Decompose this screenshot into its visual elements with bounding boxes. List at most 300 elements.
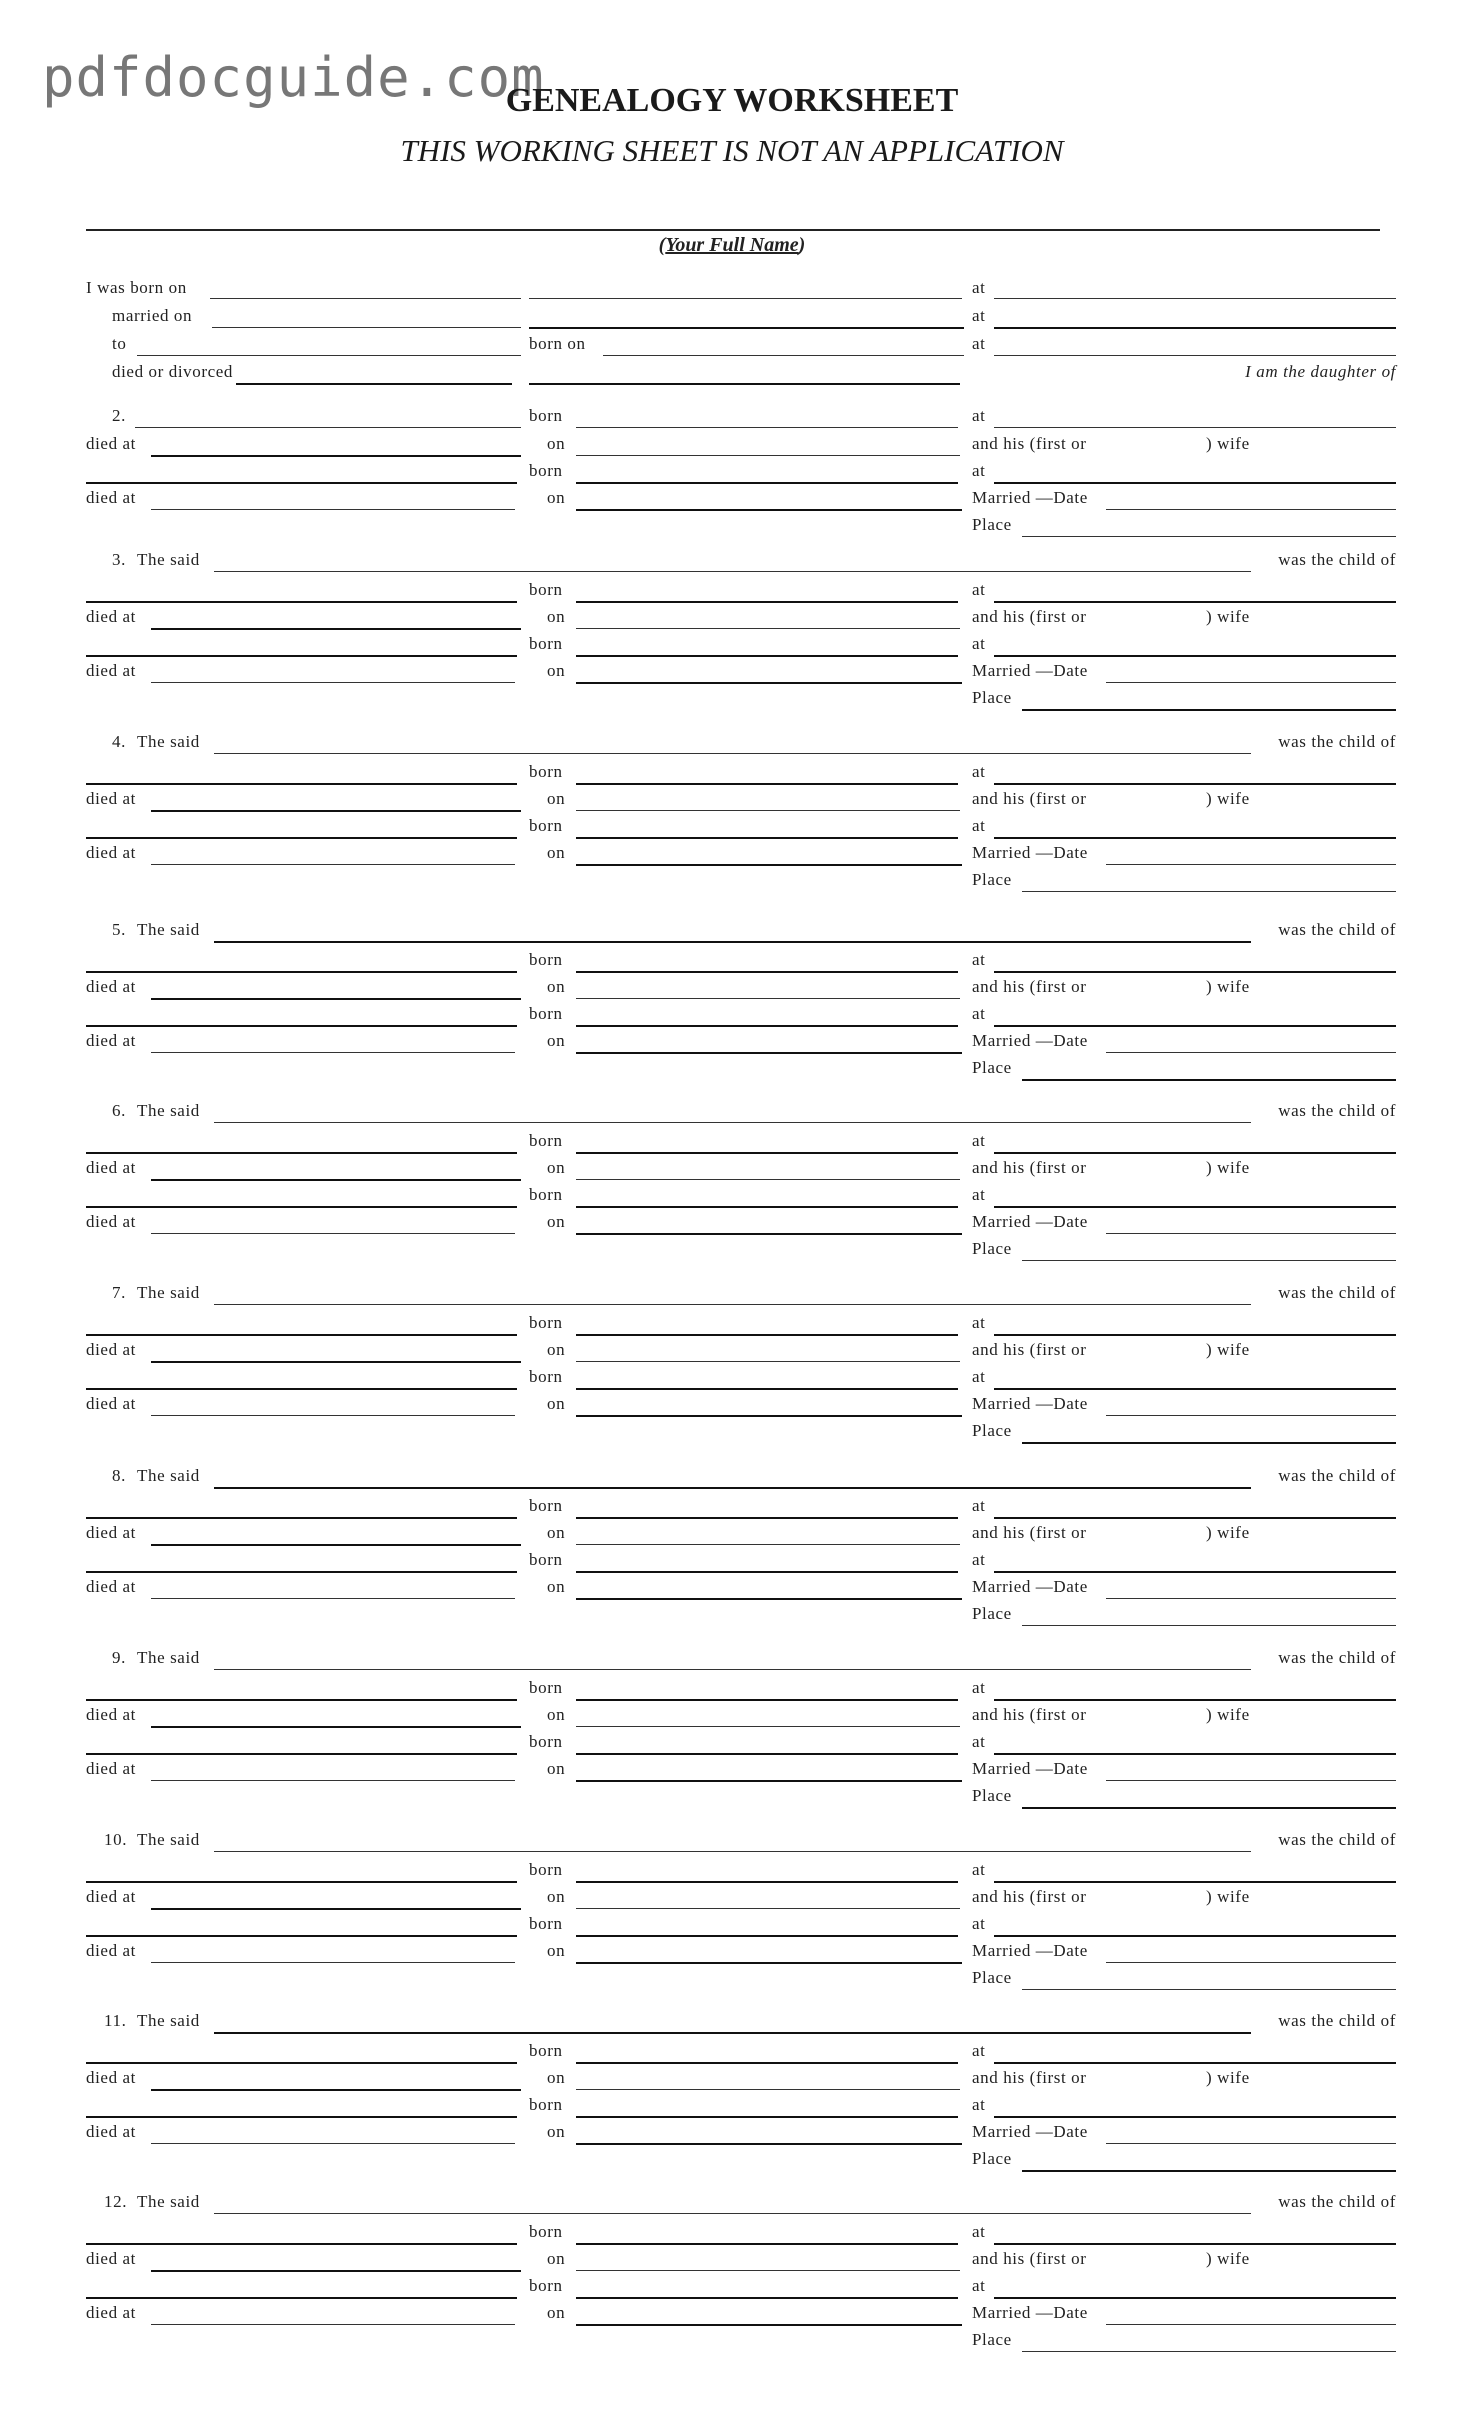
entry-10-born-field[interactable]	[576, 1881, 958, 1883]
entry-3-married-date-label: Married —Date	[972, 661, 1088, 680]
entry-3-wife-died-on-label: on	[547, 661, 566, 680]
entry-9-born-at-label: at	[972, 1678, 986, 1697]
entry-9-place-field[interactable]	[1022, 1807, 1396, 1809]
entry-3-wife-died-at-label: died at	[86, 661, 136, 680]
entry-7-child-of-label: was the child of	[1278, 1283, 1396, 1302]
entry-11-wife-died-at-field[interactable]	[151, 2143, 515, 2144]
entry-4-died-at-label: died at	[86, 789, 136, 808]
entry-8-died-on-label: on	[547, 1523, 566, 1542]
entry-8-place-label: Place	[972, 1604, 1012, 1623]
entry-9-wife-died-on-label: on	[547, 1759, 566, 1778]
entry-12-died-on-label: on	[547, 2249, 566, 2268]
spouse-born-on-label: born on	[529, 334, 586, 353]
died-or-divorced-extra-field[interactable]	[529, 383, 960, 385]
entry-8-said-label: The said	[137, 1466, 200, 1485]
entry-10-his-wife-label: and his (first or	[972, 1887, 1087, 1906]
entry-12-number: 12.	[104, 2192, 128, 2211]
entry-8-place-field[interactable]	[1022, 1625, 1396, 1626]
entry-12-died-at-field[interactable]	[151, 2270, 521, 2272]
entry-4-wife-born-field[interactable]	[576, 837, 958, 839]
entry-10-born-at-label: at	[972, 1860, 986, 1879]
entry-5-married-date-label: Married —Date	[972, 1031, 1088, 1050]
entry-12-wife-born-field[interactable]	[576, 2297, 958, 2299]
entry-2-wife-died-at-label: died at	[86, 488, 136, 507]
entry-5-died-at-field[interactable]	[151, 998, 521, 1000]
entry-3-died-on-field[interactable]	[576, 628, 960, 629]
entry-3-name-field[interactable]	[214, 571, 1251, 572]
entry-3-died-at-label: died at	[86, 607, 136, 626]
entry-6-married-date-field[interactable]	[1106, 1233, 1396, 1234]
entry-10-said-label: The said	[137, 1830, 200, 1849]
entry-10-place-field[interactable]	[1022, 1989, 1396, 1990]
died-or-divorced-field[interactable]	[236, 383, 512, 385]
entry-6-wife-born-label: born	[529, 1185, 563, 1204]
entry-11-parent-field[interactable]	[86, 2062, 517, 2064]
entry-8-died-at-field[interactable]	[151, 1544, 521, 1546]
entry-4-born-at-field[interactable]	[994, 783, 1396, 785]
entry-11-wife-label: ) wife	[1206, 2068, 1250, 2087]
entry-5-wife-born-at-field[interactable]	[994, 1025, 1396, 1027]
entry-4-wife-died-at-label: died at	[86, 843, 136, 862]
entry-10-wife-died-on-field[interactable]	[576, 1962, 962, 1964]
entry-11-born-at-field[interactable]	[994, 2062, 1396, 2064]
entry-5-place-label: Place	[972, 1058, 1012, 1077]
entry-12-married-date-label: Married —Date	[972, 2303, 1088, 2322]
entry-4-born-at-label: at	[972, 762, 986, 781]
entry-2-born-at-label: at	[972, 406, 986, 425]
entry-11-said-label: The said	[137, 2011, 200, 2030]
entry-11-wife-born-label: born	[529, 2095, 563, 2114]
entry-12-died-at-label: died at	[86, 2249, 136, 2268]
married-at-field[interactable]	[994, 327, 1396, 329]
entry-4-born-field[interactable]	[576, 783, 958, 785]
entry-3-his-wife-label: and his (first or	[972, 607, 1087, 626]
entry-7-wife-born-at-label: at	[972, 1367, 986, 1386]
entry-6-died-at-label: died at	[86, 1158, 136, 1177]
entry-4-died-on-field[interactable]	[576, 810, 960, 811]
entry-10-wife-born-at-field[interactable]	[994, 1935, 1396, 1937]
entry-6-born-label: born	[529, 1131, 563, 1150]
entry-4-parent-field[interactable]	[86, 783, 517, 785]
entry-11-married-date-field[interactable]	[1106, 2143, 1396, 2144]
entry-7-born-at-field[interactable]	[994, 1334, 1396, 1336]
entry-3-place-field[interactable]	[1022, 709, 1396, 711]
entry-8-number: 8.	[112, 1466, 126, 1485]
entry-2-his-wife-label: and his (first or	[972, 434, 1087, 453]
entry-9-said-label: The said	[137, 1648, 200, 1667]
entry-12-wife-died-on-field[interactable]	[576, 2324, 962, 2326]
entry-5-wife-died-at-label: died at	[86, 1031, 136, 1050]
entry-6-died-on-field[interactable]	[576, 1179, 960, 1180]
entry-5-died-at-label: died at	[86, 977, 136, 996]
entry-8-child-of-label: was the child of	[1278, 1466, 1396, 1485]
entry-4-wife-born-at-field[interactable]	[994, 837, 1396, 839]
entry-8-born-field[interactable]	[576, 1517, 958, 1519]
entry-10-child-of-label: was the child of	[1278, 1830, 1396, 1849]
entry-6-wife-born-at-field[interactable]	[994, 1206, 1396, 1208]
entry-8-wife-died-at-field[interactable]	[151, 1598, 515, 1599]
entry-9-wife-died-at-label: died at	[86, 1759, 136, 1778]
entry-12-born-at-label: at	[972, 2222, 986, 2241]
entry-12-his-wife-label: and his (first or	[972, 2249, 1087, 2268]
entry-10-married-date-field[interactable]	[1106, 1962, 1396, 1963]
entry-5-wife-born-label: born	[529, 1004, 563, 1023]
entry-12-born-field[interactable]	[576, 2243, 958, 2245]
entry-6-wife-born-field[interactable]	[576, 1206, 958, 1208]
entry-7-wife-died-on-label: on	[547, 1394, 566, 1413]
entry-8-wife-died-at-label: died at	[86, 1577, 136, 1596]
entry-2-number: 2.	[112, 406, 126, 425]
entry-5-wife-died-at-field[interactable]	[151, 1052, 515, 1053]
entry-3-born-field[interactable]	[576, 601, 958, 603]
entry-7-name-field[interactable]	[214, 1304, 1251, 1305]
entry-3-born-label: born	[529, 580, 563, 599]
entry-2-wife-born-at-label: at	[972, 461, 986, 480]
entry-10-wife-died-at-field[interactable]	[151, 1962, 515, 1963]
entry-8-died-at-label: died at	[86, 1523, 136, 1542]
entry-3-wife-label: ) wife	[1206, 607, 1250, 626]
entry-2-wife-born-label: born	[529, 461, 563, 480]
entry-5-wife-died-on-label: on	[547, 1031, 566, 1050]
born-at-label: at	[972, 278, 986, 297]
entry-7-said-label: The said	[137, 1283, 200, 1302]
entry-12-wife-born-at-field[interactable]	[994, 2297, 1396, 2299]
entry-4-said-label: The said	[137, 732, 200, 751]
entry-3-wife-born-at-field[interactable]	[994, 655, 1396, 657]
daughter-of-label: I am the daughter of	[1245, 362, 1396, 381]
entry-7-died-at-field[interactable]	[151, 1361, 521, 1363]
entry-11-place-field[interactable]	[1022, 2170, 1396, 2172]
entry-2-died-on-field[interactable]	[576, 455, 960, 456]
entry-9-born-at-field[interactable]	[994, 1699, 1396, 1701]
entry-4-married-date-field[interactable]	[1106, 864, 1396, 865]
entry-3-died-at-field[interactable]	[151, 628, 521, 630]
entry-8-parent-field[interactable]	[86, 1517, 517, 1519]
entry-6-wife-died-on-label: on	[547, 1212, 566, 1231]
entry-9-place-label: Place	[972, 1786, 1012, 1805]
entry-8-married-date-label: Married —Date	[972, 1577, 1088, 1596]
entry-8-born-label: born	[529, 1496, 563, 1515]
entry-11-wife-died-on-field[interactable]	[576, 2143, 962, 2145]
entry-10-wife-born-at-label: at	[972, 1914, 986, 1933]
entry-4-wife-name-field[interactable]	[86, 837, 517, 839]
entry-5-name-field[interactable]	[214, 941, 1251, 943]
entry-9-died-on-field[interactable]	[576, 1726, 960, 1727]
entry-11-number: 11.	[104, 2011, 127, 2030]
entry-7-wife-died-on-field[interactable]	[576, 1415, 962, 1417]
entry-3-born-at-label: at	[972, 580, 986, 599]
entry-2-born-at-field[interactable]	[994, 427, 1396, 428]
entry-12-place-field[interactable]	[1022, 2351, 1396, 2352]
entry-12-wife-died-on-label: on	[547, 2303, 566, 2322]
entry-8-wife-name-field[interactable]	[86, 1571, 517, 1573]
entry-6-child-of-label: was the child of	[1278, 1101, 1396, 1120]
entry-11-born-field[interactable]	[576, 2062, 958, 2064]
entry-8-name-field[interactable]	[214, 1487, 1251, 1489]
entry-6-wife-name-field[interactable]	[86, 1206, 517, 1208]
entry-12-born-at-field[interactable]	[994, 2243, 1396, 2245]
entry-6-died-on-label: on	[547, 1158, 566, 1177]
entry-7-died-on-label: on	[547, 1340, 566, 1359]
entry-6-number: 6.	[112, 1101, 126, 1120]
entry-3-number: 3.	[112, 550, 126, 569]
entry-10-parent-field[interactable]	[86, 1881, 517, 1883]
entry-12-born-label: born	[529, 2222, 563, 2241]
entry-2-wife-born-field[interactable]	[576, 482, 958, 484]
spouse-born-at-field[interactable]	[994, 355, 1396, 356]
entry-12-name-field[interactable]	[214, 2213, 1251, 2214]
entry-5-his-wife-label: and his (first or	[972, 977, 1087, 996]
entry-7-died-on-field[interactable]	[576, 1361, 960, 1362]
entry-5-number: 5.	[112, 920, 126, 939]
entry-4-his-wife-label: and his (first or	[972, 789, 1087, 808]
entry-8-wife-died-on-field[interactable]	[576, 1598, 962, 1600]
entry-7-wife-died-at-field[interactable]	[151, 1415, 515, 1416]
entry-10-wife-label: ) wife	[1206, 1887, 1250, 1906]
entry-3-wife-died-on-field[interactable]	[576, 682, 962, 684]
entry-9-married-date-label: Married —Date	[972, 1759, 1088, 1778]
entry-8-his-wife-label: and his (first or	[972, 1523, 1087, 1542]
entry-5-wife-born-field[interactable]	[576, 1025, 958, 1027]
entry-9-died-on-label: on	[547, 1705, 566, 1724]
entry-12-place-label: Place	[972, 2330, 1012, 2349]
entry-5-place-field[interactable]	[1022, 1079, 1396, 1081]
entry-6-wife-label: ) wife	[1206, 1158, 1250, 1177]
entry-6-name-field[interactable]	[214, 1122, 1251, 1123]
entry-4-wife-born-at-label: at	[972, 816, 986, 835]
entry-2-wife-born-at-field[interactable]	[994, 482, 1396, 484]
entry-4-died-on-label: on	[547, 789, 566, 808]
born-on-label: I was born on	[86, 278, 187, 297]
entry-11-wife-died-on-label: on	[547, 2122, 566, 2141]
entry-7-his-wife-label: and his (first or	[972, 1340, 1087, 1359]
entry-3-wife-died-at-field[interactable]	[151, 682, 515, 683]
entry-4-wife-label: ) wife	[1206, 789, 1250, 808]
entry-2-born-field[interactable]	[576, 427, 958, 428]
entry-3-parent-field[interactable]	[86, 601, 517, 603]
entry-11-wife-born-field[interactable]	[576, 2116, 958, 2118]
died-or-divorced-label: died or divorced	[112, 362, 234, 381]
entry-2-wife-label: ) wife	[1206, 434, 1250, 453]
entry-12-wife-name-field[interactable]	[86, 2297, 517, 2299]
entry-11-wife-born-at-field[interactable]	[994, 2116, 1396, 2118]
entry-11-child-of-label: was the child of	[1278, 2011, 1396, 2030]
entry-11-born-at-label: at	[972, 2041, 986, 2060]
married-on-field[interactable]	[212, 327, 521, 328]
entry-4-number: 4.	[112, 732, 126, 751]
page-title: GENEALOGY WORKSHEET	[505, 82, 959, 119]
entry-6-wife-died-at-label: died at	[86, 1212, 136, 1231]
entry-9-died-at-field[interactable]	[151, 1726, 521, 1728]
entry-8-wife-born-at-label: at	[972, 1550, 986, 1569]
entry-2-died-on-label: on	[547, 434, 566, 453]
entry-6-place-field[interactable]	[1022, 1260, 1396, 1261]
entry-11-wife-name-field[interactable]	[86, 2116, 517, 2118]
entry-8-wife-born-field[interactable]	[576, 1571, 958, 1573]
entry-4-wife-died-at-field[interactable]	[151, 864, 515, 865]
born-at-field[interactable]	[994, 298, 1396, 299]
entry-9-wife-name-field[interactable]	[86, 1753, 517, 1755]
entry-11-place-label: Place	[972, 2149, 1012, 2168]
entry-5-died-on-field[interactable]	[576, 998, 960, 999]
entry-11-name-field[interactable]	[214, 2032, 1251, 2034]
entry-9-born-field[interactable]	[576, 1699, 958, 1701]
entry-5-born-label: born	[529, 950, 563, 969]
entry-5-said-label: The said	[137, 920, 200, 939]
entry-10-wife-died-on-label: on	[547, 1941, 566, 1960]
entry-12-child-of-label: was the child of	[1278, 2192, 1396, 2211]
entry-7-born-field[interactable]	[576, 1334, 958, 1336]
entry-9-his-wife-label: and his (first or	[972, 1705, 1087, 1724]
entry-8-died-on-field[interactable]	[576, 1544, 960, 1545]
entry-6-wife-born-at-label: at	[972, 1185, 986, 1204]
entry-4-wife-died-on-label: on	[547, 843, 566, 862]
entry-7-wife-born-at-field[interactable]	[994, 1388, 1396, 1390]
entry-10-died-on-field[interactable]	[576, 1908, 960, 1909]
entry-10-married-date-label: Married —Date	[972, 1941, 1088, 1960]
entry-6-married-date-label: Married —Date	[972, 1212, 1088, 1231]
entry-9-name-field[interactable]	[214, 1669, 1251, 1670]
entry-4-died-at-field[interactable]	[151, 810, 521, 812]
entry-2-died-at-field[interactable]	[151, 455, 521, 457]
entry-3-married-date-field[interactable]	[1106, 682, 1396, 683]
entry-10-wife-born-field[interactable]	[576, 1935, 958, 1937]
entry-8-married-date-field[interactable]	[1106, 1598, 1396, 1599]
married-to-field[interactable]	[137, 355, 521, 356]
married-to-label: to	[112, 334, 127, 353]
entry-6-born-at-field[interactable]	[994, 1152, 1396, 1154]
entry-2-place-field[interactable]	[1022, 536, 1396, 537]
entry-6-place-label: Place	[972, 1239, 1012, 1258]
born-on-field[interactable]	[210, 298, 521, 299]
spouse-born-on-field[interactable]	[603, 355, 964, 356]
entry-3-wife-born-at-label: at	[972, 634, 986, 653]
entry-5-born-at-field[interactable]	[994, 971, 1396, 973]
entry-7-born-label: born	[529, 1313, 563, 1332]
entry-4-place-field[interactable]	[1022, 891, 1396, 892]
entry-7-married-date-field[interactable]	[1106, 1415, 1396, 1416]
entry-4-born-label: born	[529, 762, 563, 781]
entry-2-wife-died-at-field[interactable]	[151, 509, 515, 510]
entry-7-parent-field[interactable]	[86, 1334, 517, 1336]
entry-9-wife-born-at-label: at	[972, 1732, 986, 1751]
full-name-label: (Your Full Name)	[658, 234, 806, 256]
entry-3-wife-born-field[interactable]	[576, 655, 958, 657]
entry-3-born-at-field[interactable]	[994, 601, 1396, 603]
entry-3-child-of-label: was the child of	[1278, 550, 1396, 569]
entry-10-wife-born-label: born	[529, 1914, 563, 1933]
entry-7-number: 7.	[112, 1283, 126, 1302]
entry-12-wife-born-at-label: at	[972, 2276, 986, 2295]
entry-3-said-label: The said	[137, 550, 200, 569]
entry-4-wife-died-on-field[interactable]	[576, 864, 962, 866]
entry-3-wife-born-label: born	[529, 634, 563, 653]
entry-11-died-at-field[interactable]	[151, 2089, 521, 2091]
entry-4-child-of-label: was the child of	[1278, 732, 1396, 751]
entry-9-number: 9.	[112, 1648, 126, 1667]
entry-11-died-on-label: on	[547, 2068, 566, 2087]
entry-10-place-label: Place	[972, 1968, 1012, 1987]
entry-9-married-date-field[interactable]	[1106, 1780, 1396, 1781]
married-on-extra-field[interactable]	[529, 327, 964, 329]
entry-10-died-at-field[interactable]	[151, 1908, 521, 1910]
entry-2-married-date-field[interactable]	[1106, 509, 1396, 510]
entry-5-born-field[interactable]	[576, 971, 958, 973]
entry-12-wife-died-at-field[interactable]	[151, 2324, 515, 2325]
entry-8-wife-born-at-field[interactable]	[994, 1571, 1396, 1573]
entry-7-place-field[interactable]	[1022, 1442, 1396, 1444]
entry-5-married-date-field[interactable]	[1106, 1052, 1396, 1053]
entry-8-wife-label: ) wife	[1206, 1523, 1250, 1542]
entry-2-wife-died-on-field[interactable]	[576, 509, 962, 511]
entry-5-wife-name-field[interactable]	[86, 1025, 517, 1027]
entry-12-parent-field[interactable]	[86, 2243, 517, 2245]
entry-4-name-field[interactable]	[214, 753, 1251, 754]
entry-3-wife-name-field[interactable]	[86, 655, 517, 657]
entry-4-wife-born-label: born	[529, 816, 563, 835]
married-on-label: married on	[112, 306, 193, 325]
entry-2-married-date-label: Married —Date	[972, 488, 1088, 507]
entry-12-married-date-field[interactable]	[1106, 2324, 1396, 2325]
entry-9-wife-died-on-field[interactable]	[576, 1780, 962, 1782]
entry-12-wife-label: ) wife	[1206, 2249, 1250, 2268]
entry-2-name-field[interactable]	[135, 427, 521, 428]
entry-7-wife-name-field[interactable]	[86, 1388, 517, 1390]
entry-9-wife-born-at-field[interactable]	[994, 1753, 1396, 1755]
born-on-extra-field[interactable]	[529, 298, 962, 299]
entry-7-wife-born-field[interactable]	[576, 1388, 958, 1390]
entry-6-wife-died-on-field[interactable]	[576, 1233, 962, 1235]
watermark: pdfdocguide.com	[42, 46, 545, 109]
entry-5-parent-field[interactable]	[86, 971, 517, 973]
entry-5-born-at-label: at	[972, 950, 986, 969]
entry-5-wife-died-on-field[interactable]	[576, 1052, 962, 1054]
entry-8-born-at-field[interactable]	[994, 1517, 1396, 1519]
entry-11-his-wife-label: and his (first or	[972, 2068, 1087, 2087]
entry-9-wife-born-label: born	[529, 1732, 563, 1751]
entry-6-born-field[interactable]	[576, 1152, 958, 1154]
entry-7-place-label: Place	[972, 1421, 1012, 1440]
entry-6-died-at-field[interactable]	[151, 1179, 521, 1181]
page-subtitle: THIS WORKING SHEET IS NOT AN APPLICATION	[400, 133, 1064, 168]
entry-12-said-label: The said	[137, 2192, 200, 2211]
entry-2-died-at-label: died at	[86, 434, 136, 453]
entry-5-wife-born-at-label: at	[972, 1004, 986, 1023]
entry-12-died-on-field[interactable]	[576, 2270, 960, 2271]
entry-10-number: 10.	[104, 1830, 128, 1849]
entry-9-wife-label: ) wife	[1206, 1705, 1250, 1724]
entry-10-born-at-field[interactable]	[994, 1881, 1396, 1883]
entry-6-wife-died-at-field[interactable]	[151, 1233, 515, 1234]
entry-10-wife-name-field[interactable]	[86, 1935, 517, 1937]
entry-9-wife-died-at-field[interactable]	[151, 1780, 515, 1781]
entry-7-died-at-label: died at	[86, 1340, 136, 1359]
entry-7-born-at-label: at	[972, 1313, 986, 1332]
entry-11-died-on-field[interactable]	[576, 2089, 960, 2090]
entry-6-parent-field[interactable]	[86, 1152, 517, 1154]
entry-2-wife-name-field[interactable]	[86, 482, 517, 484]
entry-10-born-label: born	[529, 1860, 563, 1879]
entry-10-name-field[interactable]	[214, 1851, 1251, 1852]
entry-4-place-label: Place	[972, 870, 1012, 889]
full-name-field[interactable]	[86, 229, 1380, 231]
entry-5-died-on-label: on	[547, 977, 566, 996]
entry-9-parent-field[interactable]	[86, 1699, 517, 1701]
entry-7-married-date-label: Married —Date	[972, 1394, 1088, 1413]
entry-9-wife-born-field[interactable]	[576, 1753, 958, 1755]
entry-12-wife-died-at-label: died at	[86, 2303, 136, 2322]
entry-2-born-label: born	[529, 406, 563, 425]
